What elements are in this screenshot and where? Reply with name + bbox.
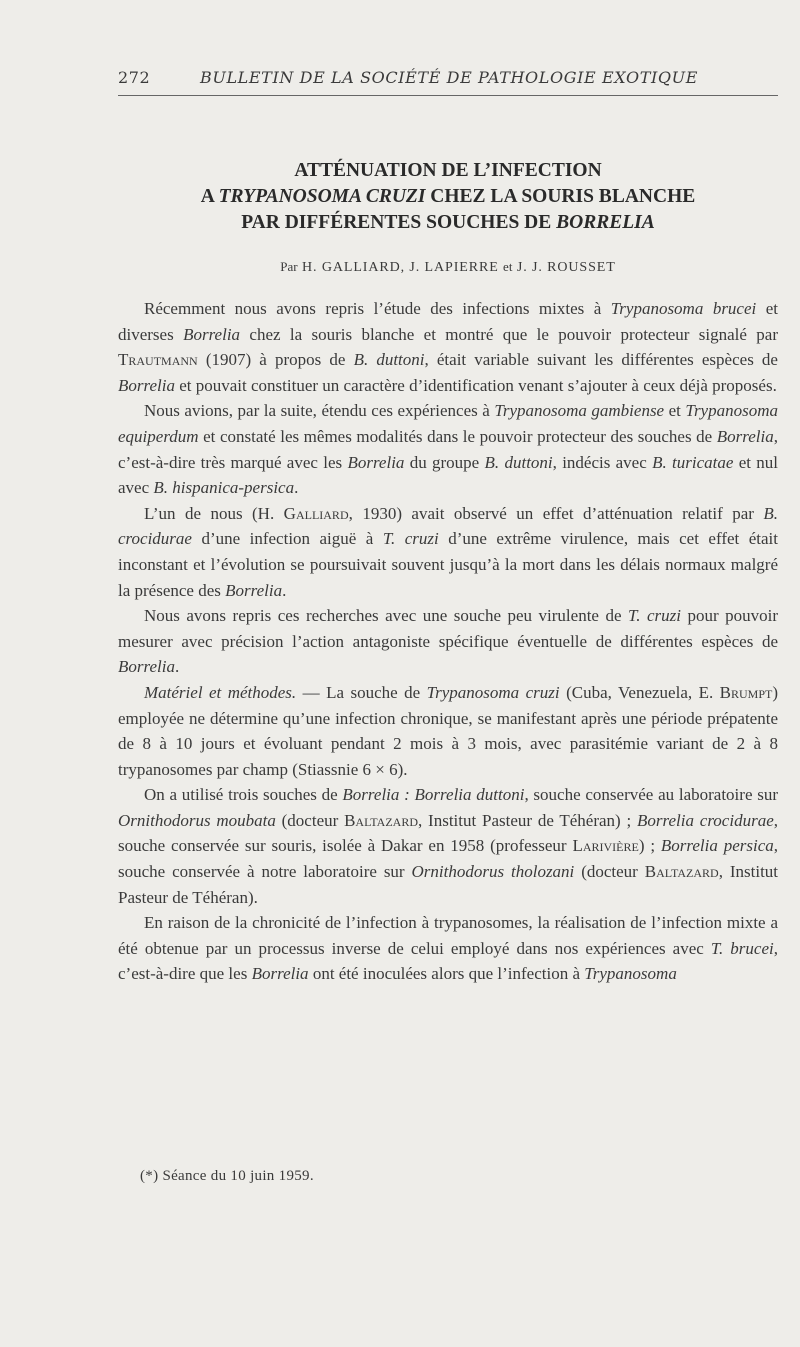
paragraph-4: Nous avons repris ces recherches avec une souche peu virulente de T. cruzi pour pouvoir mesurer avec précision l’action antagoniste spécifique éventuelle de différentes espèces de Borrelia. xyxy=(118,606,778,677)
authors: Par H. GALLIARD, J. LAPIERRE et J. J. ROUSSET xyxy=(280,259,616,275)
title-line-2: A TRYPANOSOMA CRUZI CHEZ LA SOURIS BLANCHE xyxy=(200,186,696,207)
article-body xyxy=(118,296,778,987)
paragraph-1: Récemment nous avons repris l’étude des infections mixtes à Trypanosoma brucei et diverses Borrelia chez la souris blanche et montré que le pouvoir protecteur signalé par Trautmann (1907) à propos de B. duttoni, était variable suivant les différentes espèces de Borrelia et pouvait constituer un caractère d’identification venant s’ajouter à ceux déjà proposés. xyxy=(118,299,778,395)
paragraph-2: Nous avions, par la suite, étendu ces expériences à Trypanosoma gambiense et Trypanosoma equiperdum et constaté les mêmes modalités dans le pouvoir protecteur des souches de Borrelia, c’est-à-dire très marqué avec les Borrelia du groupe B. duttoni, indécis avec B. turicatae et nul avec B. hispanica-persica. xyxy=(118,401,778,498)
paragraph-7: En raison de la chronicité de l’infection à trypanosomes, la réalisation de l’infection mixte a été obtenue par un processus inverse de celui employé dans nos expériences avec T. brucei, c’est-à-dire que les Borrelia ont été inoculées alors que l’infection à Trypanosoma xyxy=(118,913,778,984)
page-number: 272 xyxy=(118,68,151,87)
header-rule xyxy=(118,95,778,96)
journal-title: BULLETIN DE LA SOCIÉTÉ DE PATHOLOGIE EXOTIQUE xyxy=(200,68,698,87)
paragraph-5: Matériel et méthodes. — La souche de Trypanosoma cruzi (Cuba, Venezuela, E. Brumpt) employée ne détermine qu’une infection chronique, se manifestant après une période prépatente de 8 à 10 jours et évoluant pendant 2 mois à 3 mois, avec parasitémie variant de 2 à 8 trypanosomes par champ (Stiassnie 6 × 6). xyxy=(118,682,779,779)
title-line-3: PAR DIFFÉRENTES SOUCHES DE BORRELIA xyxy=(241,212,655,233)
paragraph-6: On a utilisé trois souches de Borrelia : Borrelia duttoni, souche conservée au laboratoire sur Ornithodorus moubata (docteur Baltazard, Institut Pasteur de Téhéran) ; Borrelia crocidurae, souche conservée sur souris, isolée à Dakar en 1958 (professeur Larivière) ; Borrelia persica, souche conservée à notre laboratoire sur Ornithodorus tholozani (docteur Baltazard, Institut Pasteur de Téhéran). xyxy=(118,785,779,907)
running-header xyxy=(118,68,778,87)
footnote: (*) Séance du 10 juin 1959. xyxy=(140,1168,314,1184)
article-title xyxy=(118,158,778,236)
title-line-1: ATTÉNUATION DE L’INFECTION xyxy=(294,160,602,181)
paragraph-3: L’un de nous (H. Galliard, 1930) avait observé un effet d’atténuation relatif par B. crocidurae d’une infection aiguë à T. cruzi d’une extrême virulence, mais cet effet était inconstant et l’évolution se poursuivait souvent jusqu’à la mort dans les délais normaux malgré la présence des Borrelia. xyxy=(118,503,778,600)
